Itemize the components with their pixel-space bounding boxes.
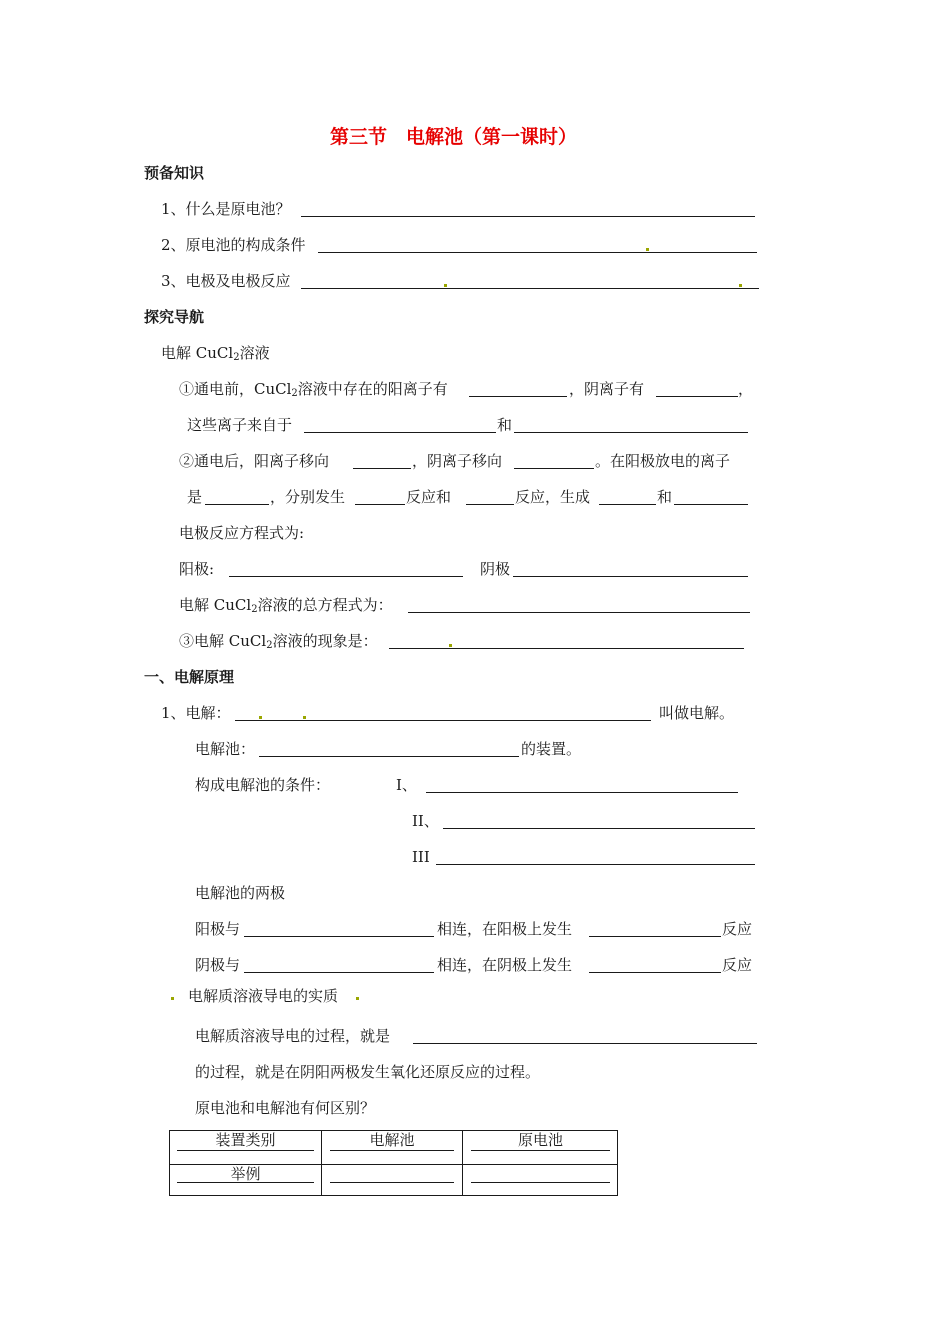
cell-def-suffix: 的装置。 (521, 740, 582, 758)
anode-label: 阳极: (179, 560, 215, 578)
anode-reaction-blank[interactable] (589, 936, 721, 937)
step1-source: 这些离子来自于 (187, 416, 293, 434)
table-header-electrolytic: 电解池 (369, 1131, 415, 1149)
source-blank-1[interactable] (304, 432, 496, 433)
example-galvanic-blank[interactable] (471, 1182, 610, 1183)
process-continuation: 的过程，就是在阴阳两极发生氧化还原反应的过程。 (195, 1063, 541, 1081)
marker-dot (171, 997, 174, 1000)
condition-1-label: I、 (396, 776, 417, 794)
cathode-connect-label: 阴极与 (195, 956, 241, 974)
section-heading-prep: 预备知识 (144, 164, 205, 182)
reaction-blank-1[interactable] (355, 504, 405, 505)
reaction-blank-2[interactable] (466, 504, 514, 505)
section-heading-principle: 一、电解原理 (144, 668, 235, 686)
phenomenon-blank[interactable] (389, 648, 744, 649)
answer-blank-2[interactable] (318, 252, 757, 253)
example-electrolytic-blank[interactable] (330, 1182, 454, 1183)
table-underline (330, 1150, 454, 1151)
anode-occur-label: 相连，在阳极上发生 (437, 920, 573, 938)
step2-generate: 反应，生成 (515, 488, 591, 506)
section-heading-explore: 探究导航 (144, 308, 205, 326)
step1-comma: ， (738, 380, 754, 398)
condition-1-blank[interactable] (426, 792, 738, 793)
anion-direction-blank[interactable] (514, 468, 594, 469)
explore-intro: 电解 CuCl$_2$溶液 (161, 344, 270, 363)
question-1: 1、什么是原电池？ (161, 200, 291, 218)
cathode-connect-blank[interactable] (244, 972, 434, 973)
anode-connect-label: 阳极与 (195, 920, 241, 938)
table-header-galvanic: 原电池 (517, 1131, 563, 1149)
step1-anion-label: ，阴离子有 (569, 380, 645, 398)
total-equation-label: 电解 CuCl$_2$溶液的总方程式为： (179, 596, 393, 615)
question-2: 2、原电池的构成条件 (161, 236, 306, 254)
question-3: 3、电极及电极反应 (161, 272, 291, 290)
discharge-ion-blank[interactable] (205, 504, 269, 505)
step1-and: 和 (497, 416, 513, 434)
step2-reaction-and: 反应和 (406, 488, 452, 506)
anode-equation-blank[interactable] (229, 576, 463, 577)
total-equation-blank[interactable] (408, 612, 750, 613)
step2-is: 是 (187, 488, 203, 506)
cell-def-label: 电解池： (195, 740, 256, 758)
electrolysis-def-label: 1、电解： (161, 704, 231, 722)
table-underline (177, 1182, 314, 1183)
difference-question: 原电池和电解池有何区别？ (195, 1099, 376, 1117)
anode-reaction-suffix: 反应 (722, 920, 753, 938)
marker-dot (449, 644, 452, 647)
process-label: 电解质溶液导电的过程，就是 (195, 1027, 391, 1045)
cell-def-blank[interactable] (259, 756, 519, 757)
marker-dot (259, 716, 262, 719)
cathode-occur-label: 相连，在阴极上发生 (437, 956, 573, 974)
step2-prompt: ②通电后，阳离子移向 (179, 452, 330, 470)
product-blank-2[interactable] (674, 504, 748, 505)
condition-3-blank[interactable] (436, 864, 755, 865)
two-electrodes-label: 电解池的两极 (195, 884, 286, 902)
electrolysis-def-suffix: 叫做电解。 (659, 704, 735, 722)
table-underline (471, 1150, 610, 1151)
equation-label: 电极反应方程式为: (179, 524, 305, 542)
step2-and: 和 (657, 488, 673, 506)
essence-label: 电解质溶液导电的实质 (188, 987, 339, 1005)
condition-3-label: III (412, 848, 430, 866)
conditions-label: 构成电解池的条件： (195, 776, 331, 794)
answer-blank-3[interactable] (301, 288, 759, 289)
anion-blank[interactable] (656, 396, 738, 397)
table-row-example-label: 举例 (230, 1165, 261, 1183)
table-header-type: 装置类别 (215, 1131, 276, 1149)
marker-dot (739, 284, 742, 287)
marker-dot (444, 284, 447, 287)
cathode-label: 阴极 (480, 560, 511, 578)
step1-prompt: ①通电前，CuCl$_2$溶液中存在的阳离子有 (179, 380, 448, 399)
step2-anion-label: ，阴离子移向 (412, 452, 503, 470)
process-blank[interactable] (413, 1043, 757, 1044)
condition-2-blank[interactable] (443, 828, 755, 829)
cation-direction-blank[interactable] (353, 468, 411, 469)
cathode-reaction-blank[interactable] (589, 972, 721, 973)
condition-2-label: II、 (412, 812, 439, 830)
table-underline (177, 1150, 314, 1151)
cation-blank[interactable] (469, 396, 567, 397)
step2-discharge: 。在阳极放电的离子 (595, 452, 731, 470)
marker-dot (356, 997, 359, 1000)
cathode-reaction-suffix: 反应 (722, 956, 753, 974)
step2-occur: ，分别发生 (270, 488, 346, 506)
answer-blank-1[interactable] (301, 216, 755, 217)
page-title: 第三节 电解池（第一课时） (330, 126, 578, 148)
marker-dot (303, 716, 306, 719)
phenomenon-label: ③电解 CuCl$_2$溶液的现象是： (179, 632, 378, 651)
product-blank-1[interactable] (599, 504, 656, 505)
cathode-equation-blank[interactable] (513, 576, 748, 577)
source-blank-2[interactable] (514, 432, 748, 433)
comparison-table (169, 1130, 618, 1196)
marker-dot (646, 248, 649, 251)
electrolysis-def-blank[interactable] (235, 720, 651, 721)
anode-connect-blank[interactable] (244, 936, 434, 937)
